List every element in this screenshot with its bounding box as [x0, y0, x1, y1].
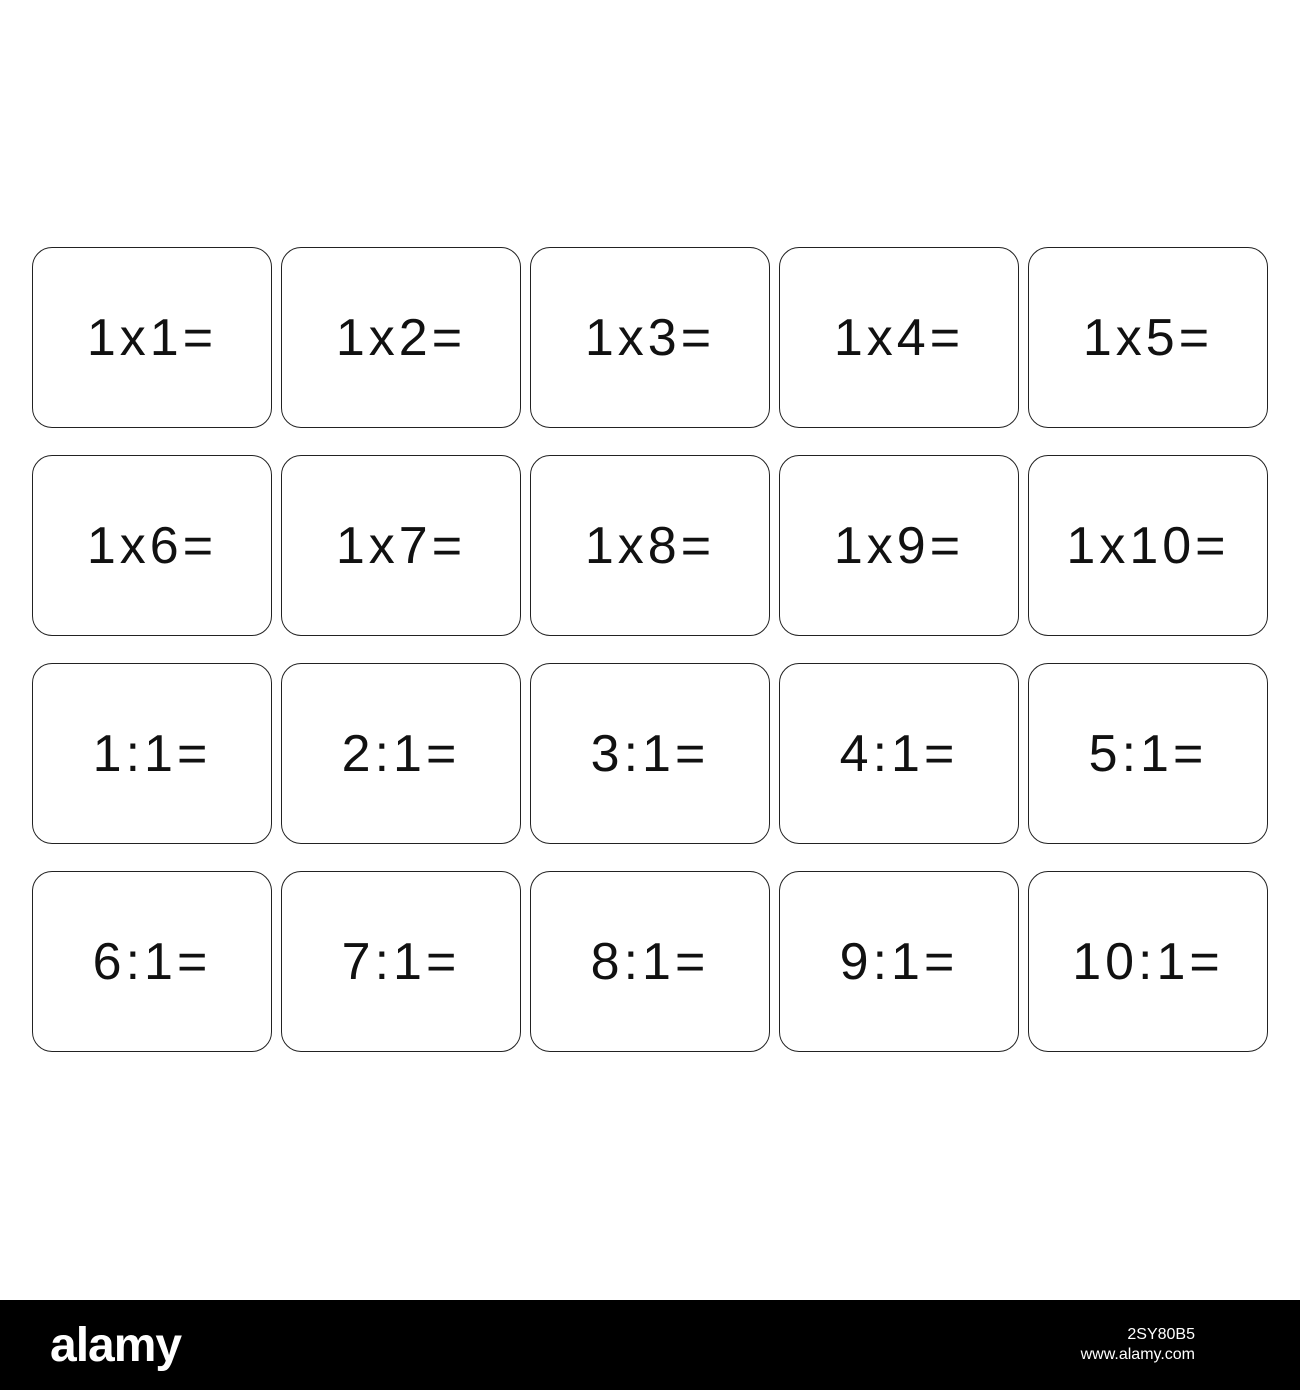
flashcard-text: 3:1= — [590, 724, 710, 783]
flashcard-text: 1x7= — [335, 516, 467, 575]
flashcard — [779, 247, 1019, 428]
flashcard — [1028, 871, 1268, 1052]
image-id: 2SY80B5 — [1127, 1326, 1195, 1343]
flashcard — [779, 871, 1019, 1052]
flashcard-text: 10:1= — [1072, 932, 1224, 991]
flashcard — [530, 663, 770, 844]
flashcard — [1028, 247, 1268, 428]
flashcard-text: 4:1= — [839, 724, 959, 783]
flashcard-text: 6:1= — [92, 932, 212, 991]
flashcard-text: 7:1= — [341, 932, 461, 991]
flashcard-text: 1x9= — [833, 516, 965, 575]
flashcard — [281, 871, 521, 1052]
flashcard-text: 1x3= — [584, 308, 716, 367]
watermark-footer — [0, 1300, 1300, 1390]
flashcard — [281, 663, 521, 844]
flashcard-text: 1x1= — [86, 308, 218, 367]
flashcard — [779, 455, 1019, 636]
flashcard-text: 1:1= — [92, 724, 212, 783]
flashcard — [32, 455, 272, 636]
flashcard-text: 1x4= — [833, 308, 965, 367]
flashcard — [779, 663, 1019, 844]
flashcard-text: 1x6= — [86, 516, 218, 575]
flashcard — [1028, 663, 1268, 844]
flashcard — [1028, 455, 1268, 636]
flashcard — [32, 247, 272, 428]
alamy-logo: alamy — [50, 1319, 182, 1372]
flashcard-text: 1x10= — [1066, 516, 1230, 575]
flashcard — [32, 663, 272, 844]
flashcard-text: 8:1= — [590, 932, 710, 991]
flashcards-grid — [32, 247, 1268, 1052]
flashcard — [281, 247, 521, 428]
flashcard-text: 2:1= — [341, 724, 461, 783]
flashcard — [530, 871, 770, 1052]
flashcard-text: 5:1= — [1088, 724, 1208, 783]
flashcard-text: 1x8= — [584, 516, 716, 575]
site-url: www.alamy.com — [1080, 1346, 1195, 1363]
flashcard-text: 9:1= — [839, 932, 959, 991]
flashcard-text: 1x2= — [335, 308, 467, 367]
flashcard — [281, 455, 521, 636]
flashcard — [530, 455, 770, 636]
flashcard-text: 1x5= — [1082, 308, 1214, 367]
flashcard — [530, 247, 770, 428]
image-id-block — [1081, 1325, 1195, 1365]
flashcard — [32, 871, 272, 1052]
